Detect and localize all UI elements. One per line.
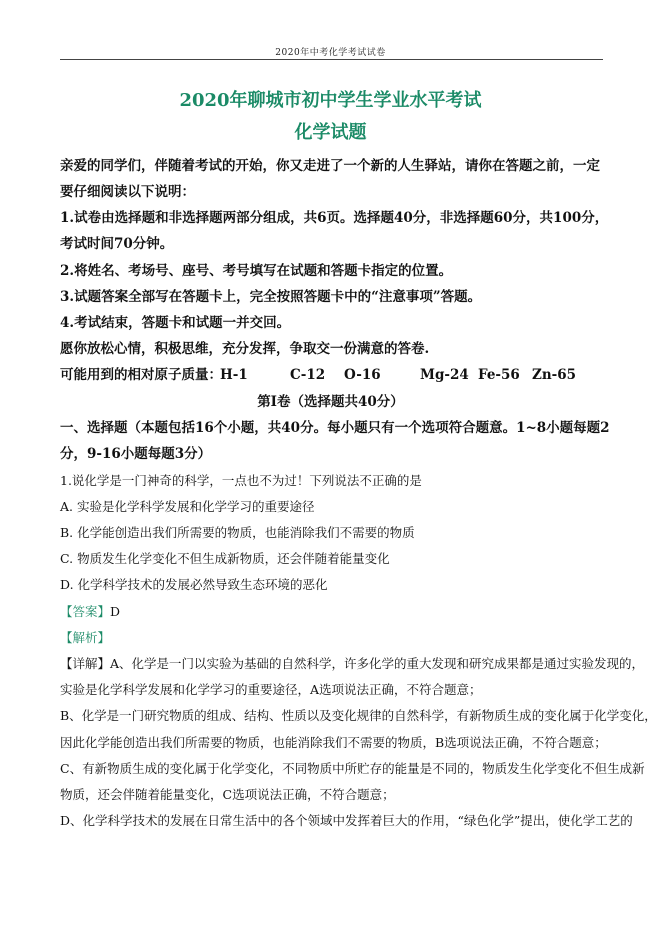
intro-line-2: 要仔细阅读以下说明： — [60, 184, 195, 200]
analysis-label: 【解析】 — [60, 630, 111, 645]
mass-mg: Mg-24 — [420, 367, 469, 383]
mass-zn: Zn-65 — [532, 367, 577, 383]
running-header: 2020年中考化学考试试卷 — [275, 48, 386, 58]
section-heading-line-2: 分，9-16小题每题3分） — [60, 446, 212, 462]
atomic-masses-label: 可能用到的相对原子质量： — [60, 367, 222, 383]
atomic-masses-row — [60, 366, 605, 384]
header-divider — [60, 59, 603, 60]
option-b: B. 化学能创造出我们所需要的物质，也能消除我们不需要的物质 — [60, 525, 415, 540]
question-1-stem: 1.说化学是一门神奇的科学，一点也不为过！下列说法不正确的是 — [60, 473, 422, 488]
detail-line-5: C、有新物质生成的变化属于化学变化，不同物质中所贮存的能量是不同的，物质发生化学变化不但生成新 — [60, 761, 645, 776]
instruction-2: 2.将姓名、考场号、座号、考号填写在试题和答题卡指定的位置。 — [60, 263, 453, 279]
detail-line-3: B、化学是一门研究物质的组成、结构、性质以及变化规律的自然科学，有新物质生成的变化属于化学变化， — [60, 708, 657, 723]
instruction-1-line-1: 1.试卷由选择题和非选择题两部分组成，共6页。选择题40分，非选择题60分，共100分， — [60, 210, 609, 226]
option-c: C. 物质发生化学变化不但生成新物质，还会伴随着能量变化 — [60, 551, 390, 566]
mass-fe: Fe-56 — [478, 367, 520, 383]
detail-line-4: 因此化学能创造出我们所需要的物质，也能消除我们不需要的物质，B选项说法正确，不符合题意； — [60, 735, 607, 750]
detail-line-6: 物质，还会伴随着能量变化，C选项说法正确，不符合题意； — [60, 787, 395, 802]
instruction-1-line-2: 考试时间70分钟。 — [60, 236, 174, 252]
detail-line-1: 【详解】A、化学是一门以实验为基础的自然科学，许多化学的重大发现和研究成果都是通过实验发现的， — [60, 656, 645, 671]
answer-line — [60, 603, 605, 621]
instruction-3: 3.试题答案全部写在答题卡上，完全按照答题卡中的“注意事项”答题。 — [60, 289, 482, 305]
subject-title: 化学试题 — [294, 122, 367, 143]
section-heading-line-1: 一、选择题（本题包括16个小题，共40分。每小题只有一个选项符合题意。1~8小题每题2 — [60, 420, 610, 436]
answer-label: 【答案】 — [60, 604, 111, 619]
detail-line-7: D、化学科学技术的发展在日常生活中的各个领域中发挥着巨大的作用，“绿色化学”提出，使化学工艺的 — [60, 813, 633, 828]
mass-h: H-1 — [220, 367, 248, 383]
wish-line: 愿你放松心情，积极思维，充分发挥，争取交一份满意的答卷. — [60, 341, 430, 357]
detail-line-2: 实验是化学科学发展和化学学习的重要途径，A选项说法正确，不符合题意； — [60, 682, 482, 697]
answer-value: D — [110, 604, 121, 619]
mass-c: C-12 — [290, 367, 326, 383]
option-d: D. 化学科学技术的发展必然导致生态环境的恶化 — [60, 577, 328, 592]
instruction-4: 4.考试结束，答题卡和试题一并交回。 — [60, 315, 291, 331]
volume-title: 第Ⅰ卷（选择题共40分） — [257, 394, 404, 410]
mass-o: O-16 — [344, 367, 381, 383]
option-a: A. 实验是化学科学发展和化学学习的重要途径 — [60, 499, 315, 514]
intro-line-1: 亲爱的同学们，伴随着考试的开始，你又走进了一个新的人生驿站，请你在答题之前，一定 — [60, 158, 600, 174]
exam-title: 2020年聊城市初中学生学业水平考试 — [179, 90, 482, 111]
